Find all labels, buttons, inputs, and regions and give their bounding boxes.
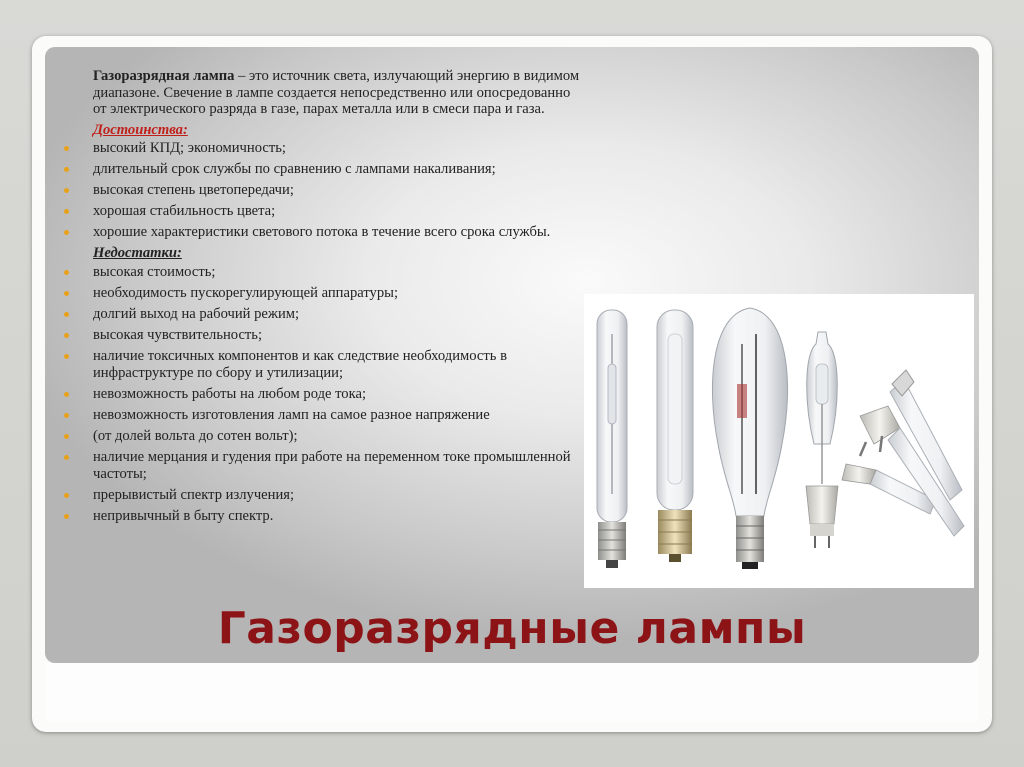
slide-title: Газоразрядные лампы [217,603,807,654]
intro-term: Газоразрядная лампа [93,68,235,84]
list-item [64,508,584,525]
bullet-icon [64,413,69,418]
ellipsoid-lamp [712,308,787,569]
disadvantages-heading: Недостатки: [93,245,182,262]
list-item-text: высокая чувствительность; [93,327,263,344]
list-item [64,487,584,504]
advantages-list [64,140,584,241]
lamps-photo [584,294,974,588]
list-item [64,428,584,445]
list-item-text: непривычный в быту спектр. [93,507,274,524]
list-item [64,386,584,403]
list-item-text: прерывистый спектр излучения; [93,486,295,503]
bullet-icon [64,291,69,296]
bullet-icon [64,209,69,214]
list-item-text: высокая степень цветопередачи; [93,182,294,199]
list-item [64,285,584,302]
bullet-icon [64,188,69,193]
list-item [64,161,584,178]
bullet-icon [64,514,69,519]
capsule-lamp-g12 [806,332,838,548]
list-item-text: невозможность изготовления ламп на самое разное напряжение [93,407,490,424]
bullet-icon [64,167,69,172]
list-item-text: (от долей вольта до сотен вольт); [93,428,298,445]
list-item [64,224,584,241]
list-item-text: высокий КПД; экономичность; [93,140,286,156]
bullet-icon [64,354,69,359]
list-item [64,449,584,482]
bullet-icon [64,230,69,235]
list-item [64,327,584,344]
intro-paragraph [93,68,584,118]
bullet-icon [64,392,69,397]
bullet-icon [64,312,69,317]
advantages-heading: Достоинства: [93,121,188,138]
tubular-lamp-2 [657,310,693,562]
gas-discharge-lamps-illustration [584,294,974,588]
bullet-icon [64,270,69,275]
list-item-text: долгий выход на рабочий режим; [93,306,300,323]
list-item-text: наличие мерцания и гудения при работе на переменном токе промышленной частоты; [93,449,571,482]
slide-bottom-band [45,663,979,723]
list-item-text: длительный срок службы по сравнению с лампами накаливания; [93,161,496,178]
list-item-text: хорошие характеристики светового потока в течение всего срока службы. [93,224,551,241]
slide-text-body [64,68,584,529]
list-item [64,182,584,199]
list-item [64,264,584,281]
list-item [64,140,584,157]
list-item-text: невозможность работы на любом роде тока; [93,385,367,402]
double-ended-lamps [842,370,964,536]
bullet-icon [64,333,69,338]
list-item-text: необходимость пускорегулирующей аппаратуры; [93,285,398,302]
list-item [64,407,584,424]
list-item-text: хорошая стабильность цвета; [93,203,276,220]
list-item-text: наличие токсичных компонентов и как следствие необходимость в инфраструктуре по сбору и утилизации; [93,348,507,381]
bullet-icon [64,455,69,460]
list-item-text: высокая стоимость; [93,263,216,280]
bullet-icon [64,493,69,498]
bullet-icon [64,146,69,151]
list-item [64,203,584,220]
tubular-lamp-1 [597,310,627,568]
list-item [64,306,584,323]
bullet-icon [64,434,69,439]
intro-text: – это источник света, излучающий энергию в видимом диапазоне. Свечение в лампе создается непосредственно или опосредованно от электрического разряда в газе, парах металла или в смеси пара и газа. [93,68,580,117]
list-item [64,348,584,381]
disadvantages-list [64,264,584,524]
